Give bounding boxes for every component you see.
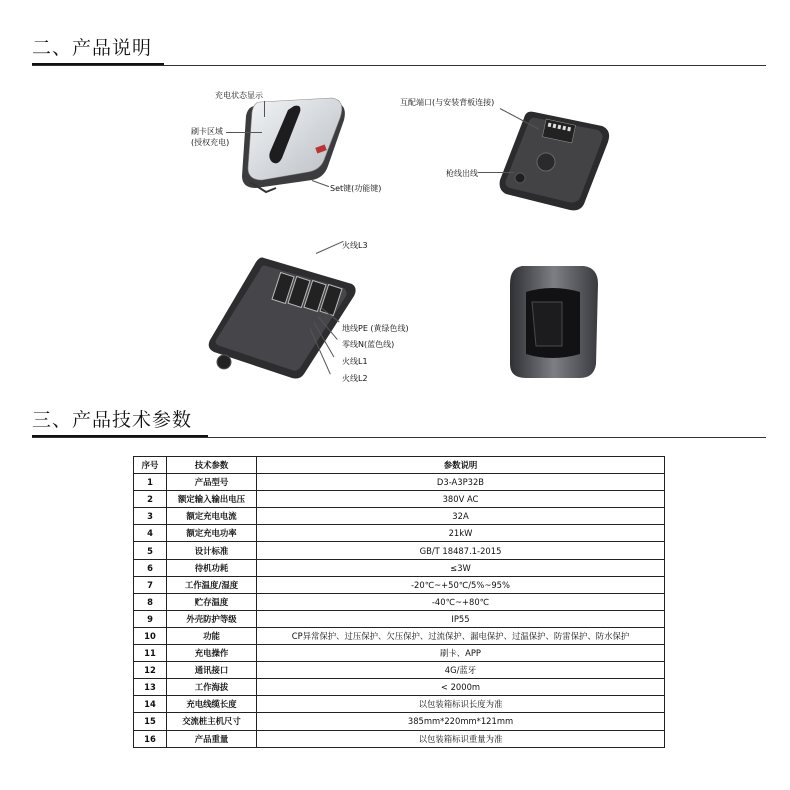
table-row <box>134 730 665 747</box>
callout-live-l1: 火线L1 <box>342 357 368 366</box>
row-number: 8 <box>134 593 167 610</box>
param-name: 额定充电功率 <box>167 525 257 542</box>
row-number: 11 <box>134 645 167 662</box>
row-number: 5 <box>134 542 167 559</box>
table-row <box>134 662 665 679</box>
section-title-text: 三、产品技术参数 <box>32 409 193 431</box>
row-number: 6 <box>134 559 167 576</box>
row-number: 4 <box>134 525 167 542</box>
row-number: 13 <box>134 679 167 696</box>
param-value: D3-A3P32B <box>257 474 665 491</box>
table-row <box>134 491 665 508</box>
table-row <box>134 696 665 713</box>
leader-line <box>264 101 265 117</box>
param-value: ≤3W <box>257 559 665 576</box>
table-row <box>134 627 665 644</box>
table-row <box>134 610 665 627</box>
param-name: 充电操作 <box>167 645 257 662</box>
leader-line <box>316 241 344 254</box>
callout-earth-pe: 地线PE (黄绿色线) <box>342 324 409 333</box>
table-row <box>134 679 665 696</box>
column-header: 序号 <box>134 457 167 474</box>
param-name: 额定充电电流 <box>167 508 257 525</box>
param-name: 工作海拔 <box>167 679 257 696</box>
callout-live-l3: 火线L3 <box>342 241 368 250</box>
param-name: 设计标准 <box>167 542 257 559</box>
param-name: 外壳防护等级 <box>167 610 257 627</box>
row-number: 2 <box>134 491 167 508</box>
row-number: 16 <box>134 730 167 747</box>
leader-line <box>478 172 514 173</box>
param-name: 通讯接口 <box>167 662 257 679</box>
table-row <box>134 593 665 610</box>
leader-line <box>226 132 262 133</box>
param-value: CP异常保护、过压保护、欠压保护、过流保护、漏电保护、过温保护、防雷保护、防水保护 <box>257 627 665 644</box>
table-row <box>134 525 665 542</box>
param-name: 交流桩主机尺寸 <box>167 713 257 730</box>
param-value: GB/T 18487.1-2015 <box>257 542 665 559</box>
row-number: 10 <box>134 627 167 644</box>
section-title-spec <box>32 405 192 432</box>
table-row <box>134 559 665 576</box>
charger-back-image <box>498 108 614 214</box>
param-value: 4G/蓝牙 <box>257 662 665 679</box>
param-name: 贮存温度 <box>167 593 257 610</box>
table-row <box>134 508 665 525</box>
section-divider <box>32 65 766 66</box>
param-value: 以包装箱标识长度为准 <box>257 696 665 713</box>
callout-card-auth: (授权充电) <box>191 138 230 147</box>
param-value: -40℃~+80℃ <box>257 593 665 610</box>
table-row <box>134 645 665 662</box>
table-row <box>134 542 665 559</box>
param-name: 待机功耗 <box>167 559 257 576</box>
table-row <box>134 576 665 593</box>
param-value: IP55 <box>257 610 665 627</box>
callout-mating-port: 互配端口(与安装背板连接) <box>400 98 495 107</box>
row-number: 14 <box>134 696 167 713</box>
param-value: 385mm*220mm*121mm <box>257 713 665 730</box>
column-header: 技术参数 <box>167 457 257 474</box>
param-name: 产品型号 <box>167 474 257 491</box>
param-name: 额定输入输出电压 <box>167 491 257 508</box>
section-title-text: 二、产品说明 <box>32 37 153 59</box>
charger-front-image <box>236 96 352 196</box>
row-number: 15 <box>134 713 167 730</box>
spec-table <box>133 456 665 748</box>
callout-charge-status: 充电状态显示 <box>215 91 263 100</box>
row-number: 7 <box>134 576 167 593</box>
table-header-row <box>134 457 665 474</box>
callout-set-key: Set键(功能键) <box>330 184 382 193</box>
param-value: < 2000m <box>257 679 665 696</box>
section-title-description <box>32 33 152 60</box>
row-number: 9 <box>134 610 167 627</box>
param-value: -20℃~+50℃/5%~95% <box>257 576 665 593</box>
callout-card-area: 刷卡区域 <box>191 127 223 136</box>
row-number: 12 <box>134 662 167 679</box>
param-name: 工作温度/湿度 <box>167 576 257 593</box>
param-value: 刷卡、APP <box>257 645 665 662</box>
column-header: 参数说明 <box>257 457 665 474</box>
param-name: 功能 <box>167 627 257 644</box>
section-divider <box>32 437 766 438</box>
row-number: 1 <box>134 474 167 491</box>
param-name: 充电线缆长度 <box>167 696 257 713</box>
param-value: 21kW <box>257 525 665 542</box>
param-name: 产品重量 <box>167 730 257 747</box>
param-value: 32A <box>257 508 665 525</box>
callout-gun-cable: 枪线出线 <box>446 169 478 178</box>
param-value: 380V AC <box>257 491 665 508</box>
table-row <box>134 474 665 491</box>
charger-render-image <box>506 262 600 380</box>
callout-neutral-n: 零线N(蓝色线) <box>342 340 395 349</box>
table-row <box>134 713 665 730</box>
row-number: 3 <box>134 508 167 525</box>
param-value: 以包装箱标识重量为准 <box>257 730 665 747</box>
callout-live-l2: 火线L2 <box>342 374 368 383</box>
